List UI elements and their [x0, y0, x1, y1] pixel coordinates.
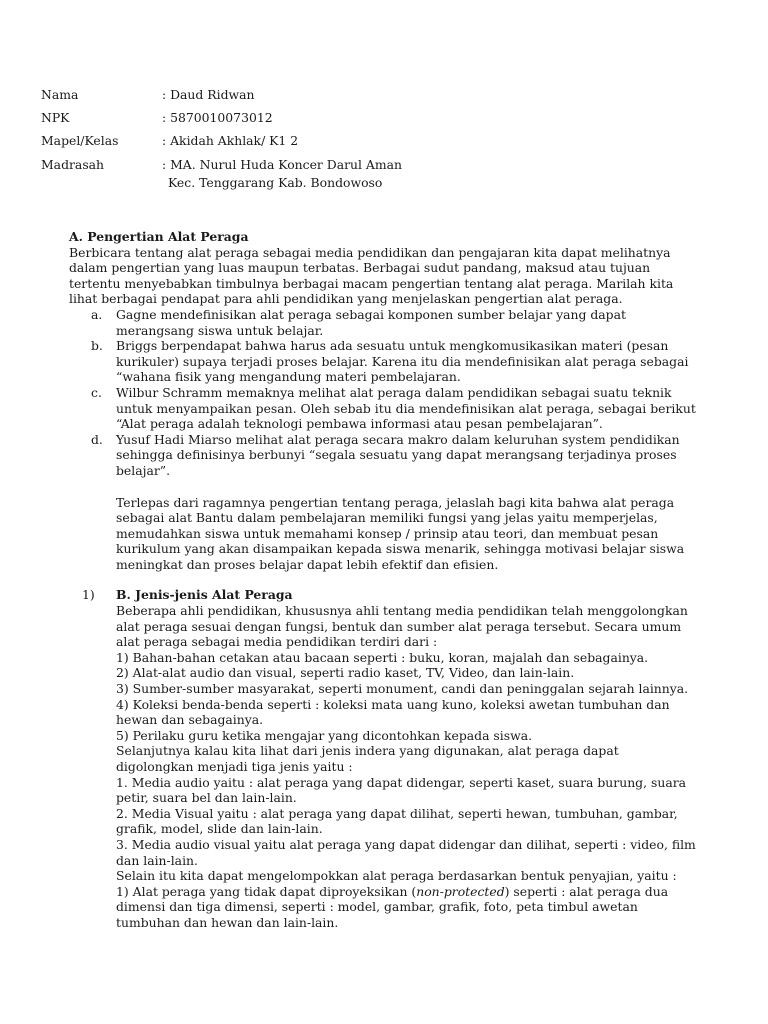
- section-a-intro: Berbicara tentang alat peraga sebagai media pendidikan dan pengajaran kita dapat melihatnya dalam pengertian yang luas maupun terbatas. Berbagai sudut pandang, maksud atau tujuan tertentu menyebabkan timbulnya berbagai macam pengertian tentang alat peraga. Marilah kita lihat berbagai pendapat para ahli pendidikan yang menjelaskan pengertian alat peraga.: [69, 244, 674, 307]
- media-list-item: 3) Sumber-sumber masyarakat, seperti monument, candi dan peninggalan sejarah lainnya.: [116, 681, 689, 697]
- header-label: Nama: [41, 87, 79, 102]
- madrasah-address: Kec. Tenggarang Kab. Bondowoso: [168, 174, 383, 190]
- section-b-title: B. Jenis-jenis Alat Peraga: [116, 587, 293, 603]
- header-label: Mapel/Kelas: [41, 133, 119, 149]
- header-value: : MA. Nurul Huda Koncer Darul Aman: [162, 156, 402, 172]
- header-value: : Daud Ridwan: [162, 87, 255, 102]
- list-marker: c.: [91, 384, 102, 400]
- list-marker: d.: [91, 431, 103, 447]
- media-list-item: 5) Perilaku guru ketika mengajar yang dicontohkan kepada siswa.: [116, 727, 533, 743]
- header-value: : 5870010073012: [162, 110, 273, 126]
- media-list-item: 4) Koleksi benda-benda seperti : koleksi mata uang kuno, koleksi awetan tumbuhan dan hewan dan sebagainya.: [116, 696, 670, 728]
- identity-header: [41, 87, 741, 190]
- media-list-item: 2) Alat-alat audio dan visual, seperti radio kaset, TV, Video, dan lain-lain.: [116, 665, 575, 681]
- definition-list: [69, 307, 699, 479]
- section-b-number: 1): [82, 587, 95, 603]
- section-b-intro: Beberapa ahli pendidikan, khususnya ahli tentang media pendidikan telah menggolongkan alat peraga sesuai dengan fungsi, bentuk dan sumber alat peraga tersebut. Secara umum alat peraga sebagai media pendidikan terdiri dari :: [116, 603, 688, 650]
- section-a-title: A. Pengertian Alat Peraga: [69, 229, 249, 244]
- section-b: [82, 587, 699, 930]
- section-a-closing: Terlepas dari ragamnya pengertian tentang peraga, jelaslah bagi kita bahwa alat peraga sebagai alat Bantu dalam pembelajaran memiliki fungsi yang jelas yaitu memperjelas, memudahkan siswa untuk memahami konsep / prinsip atau teori, dan membuat pesan kurikulum yang akan disampaikan kepada siswa menarik, sehingga motivasi belajar siswa meningkat dan proses belajar dapat lebih efektif dan efisien.: [116, 494, 685, 572]
- presentation-text-italic: non-protected: [416, 883, 505, 899]
- sense-list-item: 1. Media audio yaitu : alat peraga yang dapat didengar, seperti kaset, suara burung, suara petir, suara bel dan lain-lain.: [116, 774, 687, 806]
- list-item-text: Briggs berpendapat bahwa harus ada sesuatu untuk mengkomusikasikan materi (pesan kurikuler) supaya terjadi proses belajar. Karena itu dia mendefinisikan alat peraga sebagai “wahana fisik yang mengandung materi pembelajaran.: [116, 338, 689, 385]
- header-row-madrasah: [41, 157, 741, 180]
- presentation-text-post: ) seperti : alat peraga dua dimensi dan tiga dimensi, seperti : model, gambar, grafik, foto, peta timbul awetan tumbuhan dan hewan dan lain-lain.: [116, 883, 669, 930]
- presentation-list-item: [116, 884, 699, 931]
- header-value: : Akidah Akhlak/ K1 2: [162, 133, 299, 149]
- list-item: [69, 385, 699, 432]
- list-item: [69, 338, 699, 385]
- list-item: [69, 307, 699, 338]
- list-item: [69, 432, 699, 479]
- header-row-mapel: [41, 133, 741, 156]
- presentation-text-pre: 1) Alat peraga yang tidak dapat diproyeksikan (: [116, 883, 417, 899]
- media-list-item: 1) Bahan-bahan cetakan atau bacaan seperti : buku, koran, majalah dan sebagainya.: [116, 649, 649, 665]
- section-b-intro-3: Selain itu kita dapat mengelompokkan alat peraga berdasarkan bentuk penyajian, yaitu :: [116, 868, 677, 884]
- sense-list-item: 2. Media Visual yaitu : alat peraga yang dapat dilihat, seperti hewan, tumbuhan, gambar, grafik, model, slide dan lain-lain.: [116, 805, 678, 837]
- list-marker: a.: [91, 306, 103, 322]
- document-body: [69, 229, 699, 931]
- section-b-intro-2: Selanjutnya kalau kita lihat dari jenis indera yang digunakan, alat peraga dapat digolongkan menjadi tiga jenis yaitu :: [116, 743, 619, 774]
- list-item-text: Wilbur Schramm memaknya melihat alat peraga dalam pendidikan sebagai suatu teknik untuk menyampaikan pesan. Oleh sebab itu dia mendefinisikan alat peraga, sebagai berikut “Alat peraga adalah teknologi pembawa informasi atau pesan pembelajaran”.: [116, 384, 696, 432]
- header-row-nama: [41, 87, 741, 110]
- list-item-text: Yusuf Hadi Miarso melihat alat peraga secara makro dalam keluruhan system pendidikan sehingga definisinya berbunyi “segala sesuatu yang dapat merangsang terjadinya proses belajar”.: [116, 431, 680, 478]
- sense-list-item: 3. Media audio visual yaitu alat peraga yang dapat didengar dan dilihat, seperti : video, film dan lain-lain.: [116, 836, 696, 868]
- header-label: NPK: [41, 110, 70, 126]
- header-row-npk: [41, 110, 741, 133]
- list-marker: b.: [91, 338, 103, 354]
- list-item-text: Gagne mendefinisikan alat peraga sebagai komponen sumber belajar yang dapat merangsang siswa untuk belajar.: [116, 306, 626, 338]
- header-label: Madrasah: [41, 156, 105, 172]
